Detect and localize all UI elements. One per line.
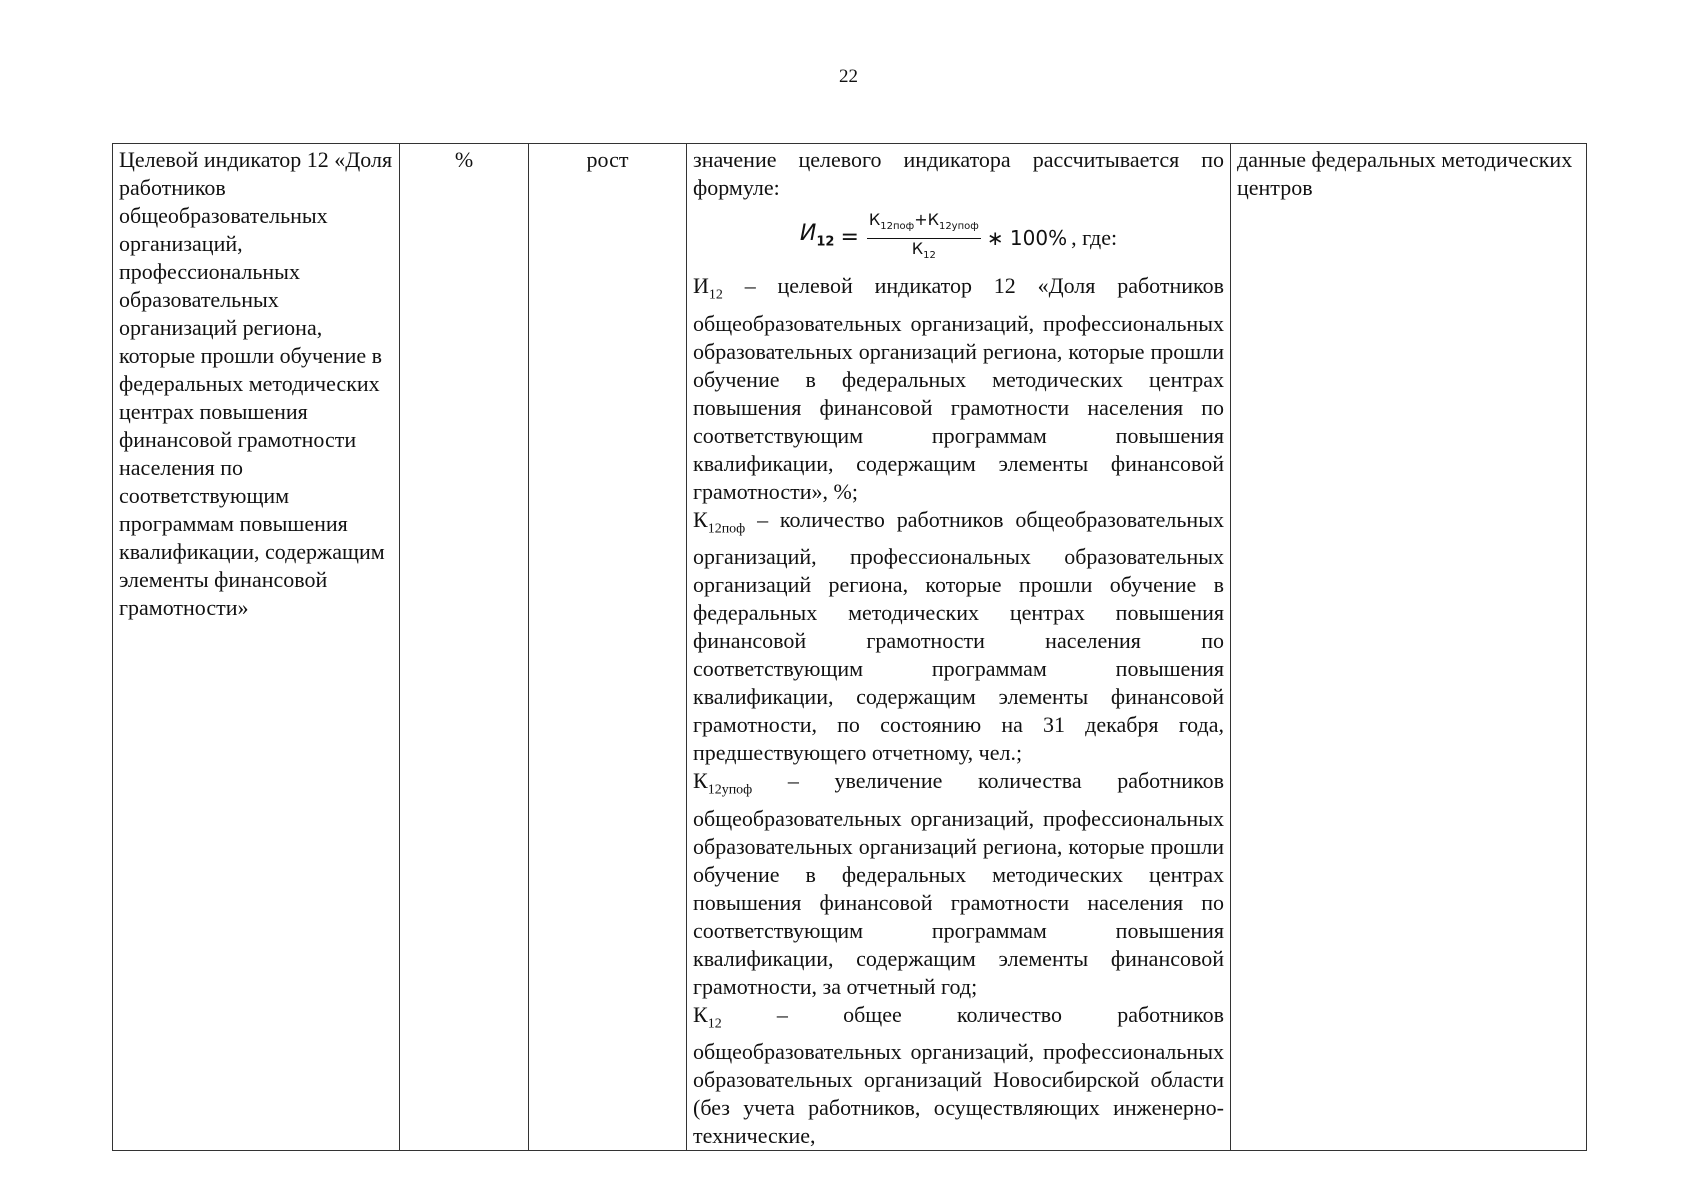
- method-cell: [687, 144, 1231, 1151]
- formula-multiplier: ∗ 100%: [986, 226, 1068, 251]
- definition-item: $К_{12упоф}$ – увеличение количества работников общеобразовательных организаций, профессиональных образовательных организаций региона, которые прошли обучение в федеральных методических центрах повышения финансовой грамотности населения по соответствующим программам повышения квалификации, содержащим элементы финансовой грамотности, за отчетный год;: [693, 768, 1224, 999]
- direction-cell: рост: [529, 144, 687, 1151]
- indicator-name-cell: Целевой индикатор 12 «Доля работников общеобразовательных организаций, профессиональных образовательных организаций региона, которые прошли обучение в федеральных методических центрах повышения финансовой грамотности населения по соответствующим программам повышения квалификации, содержащим элементы финансовой грамотности»: [113, 144, 400, 1151]
- formula-denominator: $К_{12}$: [911, 239, 936, 262]
- definition-item: $К_{12}$ – общее количество работников общеобразовательных организаций, профессиональных образовательных организаций Новосибирской области (без учета работников, осуществляющих инженерно-технические,: [693, 1001, 1224, 1148]
- definition-item: $И_{12}$ – целевой индикатор 12 «Доля работников общеобразовательных организаций, профессиональных образовательных организаций региона, которые прошли обучение в федеральных методических центрах повышения финансовой грамотности населения по соответствующим программам повышения квалификации, содержащим элементы финансовой грамотности», %;: [693, 273, 1224, 504]
- unit-cell: %: [400, 144, 529, 1151]
- page-number: 22: [839, 66, 858, 87]
- formula-equals: =: [840, 225, 859, 251]
- formula-lhs: $И_{12}$: [799, 220, 835, 250]
- formula-where: , где:: [1071, 225, 1118, 251]
- source-cell: данные федеральных методических центров: [1231, 144, 1587, 1151]
- definition-item: $К_{12поф}$ – количество работников общеобразовательных организаций, профессиональных образовательных организаций региона, которые прошли обучение в федеральных методических центрах повышения финансовой грамотности населения по соответствующим программам повышения квалификации, содержащим элементы финансовой грамотности, по состоянию на 31 декабря года, предшествующего отчетному, чел.;: [693, 506, 1224, 766]
- formula-numerator: $К_{12поф}+К_{12упоф}$: [867, 210, 981, 239]
- formula-fraction: [867, 210, 981, 266]
- table-row: [113, 144, 1587, 1151]
- definitions-list: [693, 272, 1224, 1150]
- formula: [693, 210, 1224, 266]
- method-intro: значение целевого индикатора рассчитывается по формуле:: [693, 147, 1224, 200]
- indicator-table: [112, 143, 1587, 1151]
